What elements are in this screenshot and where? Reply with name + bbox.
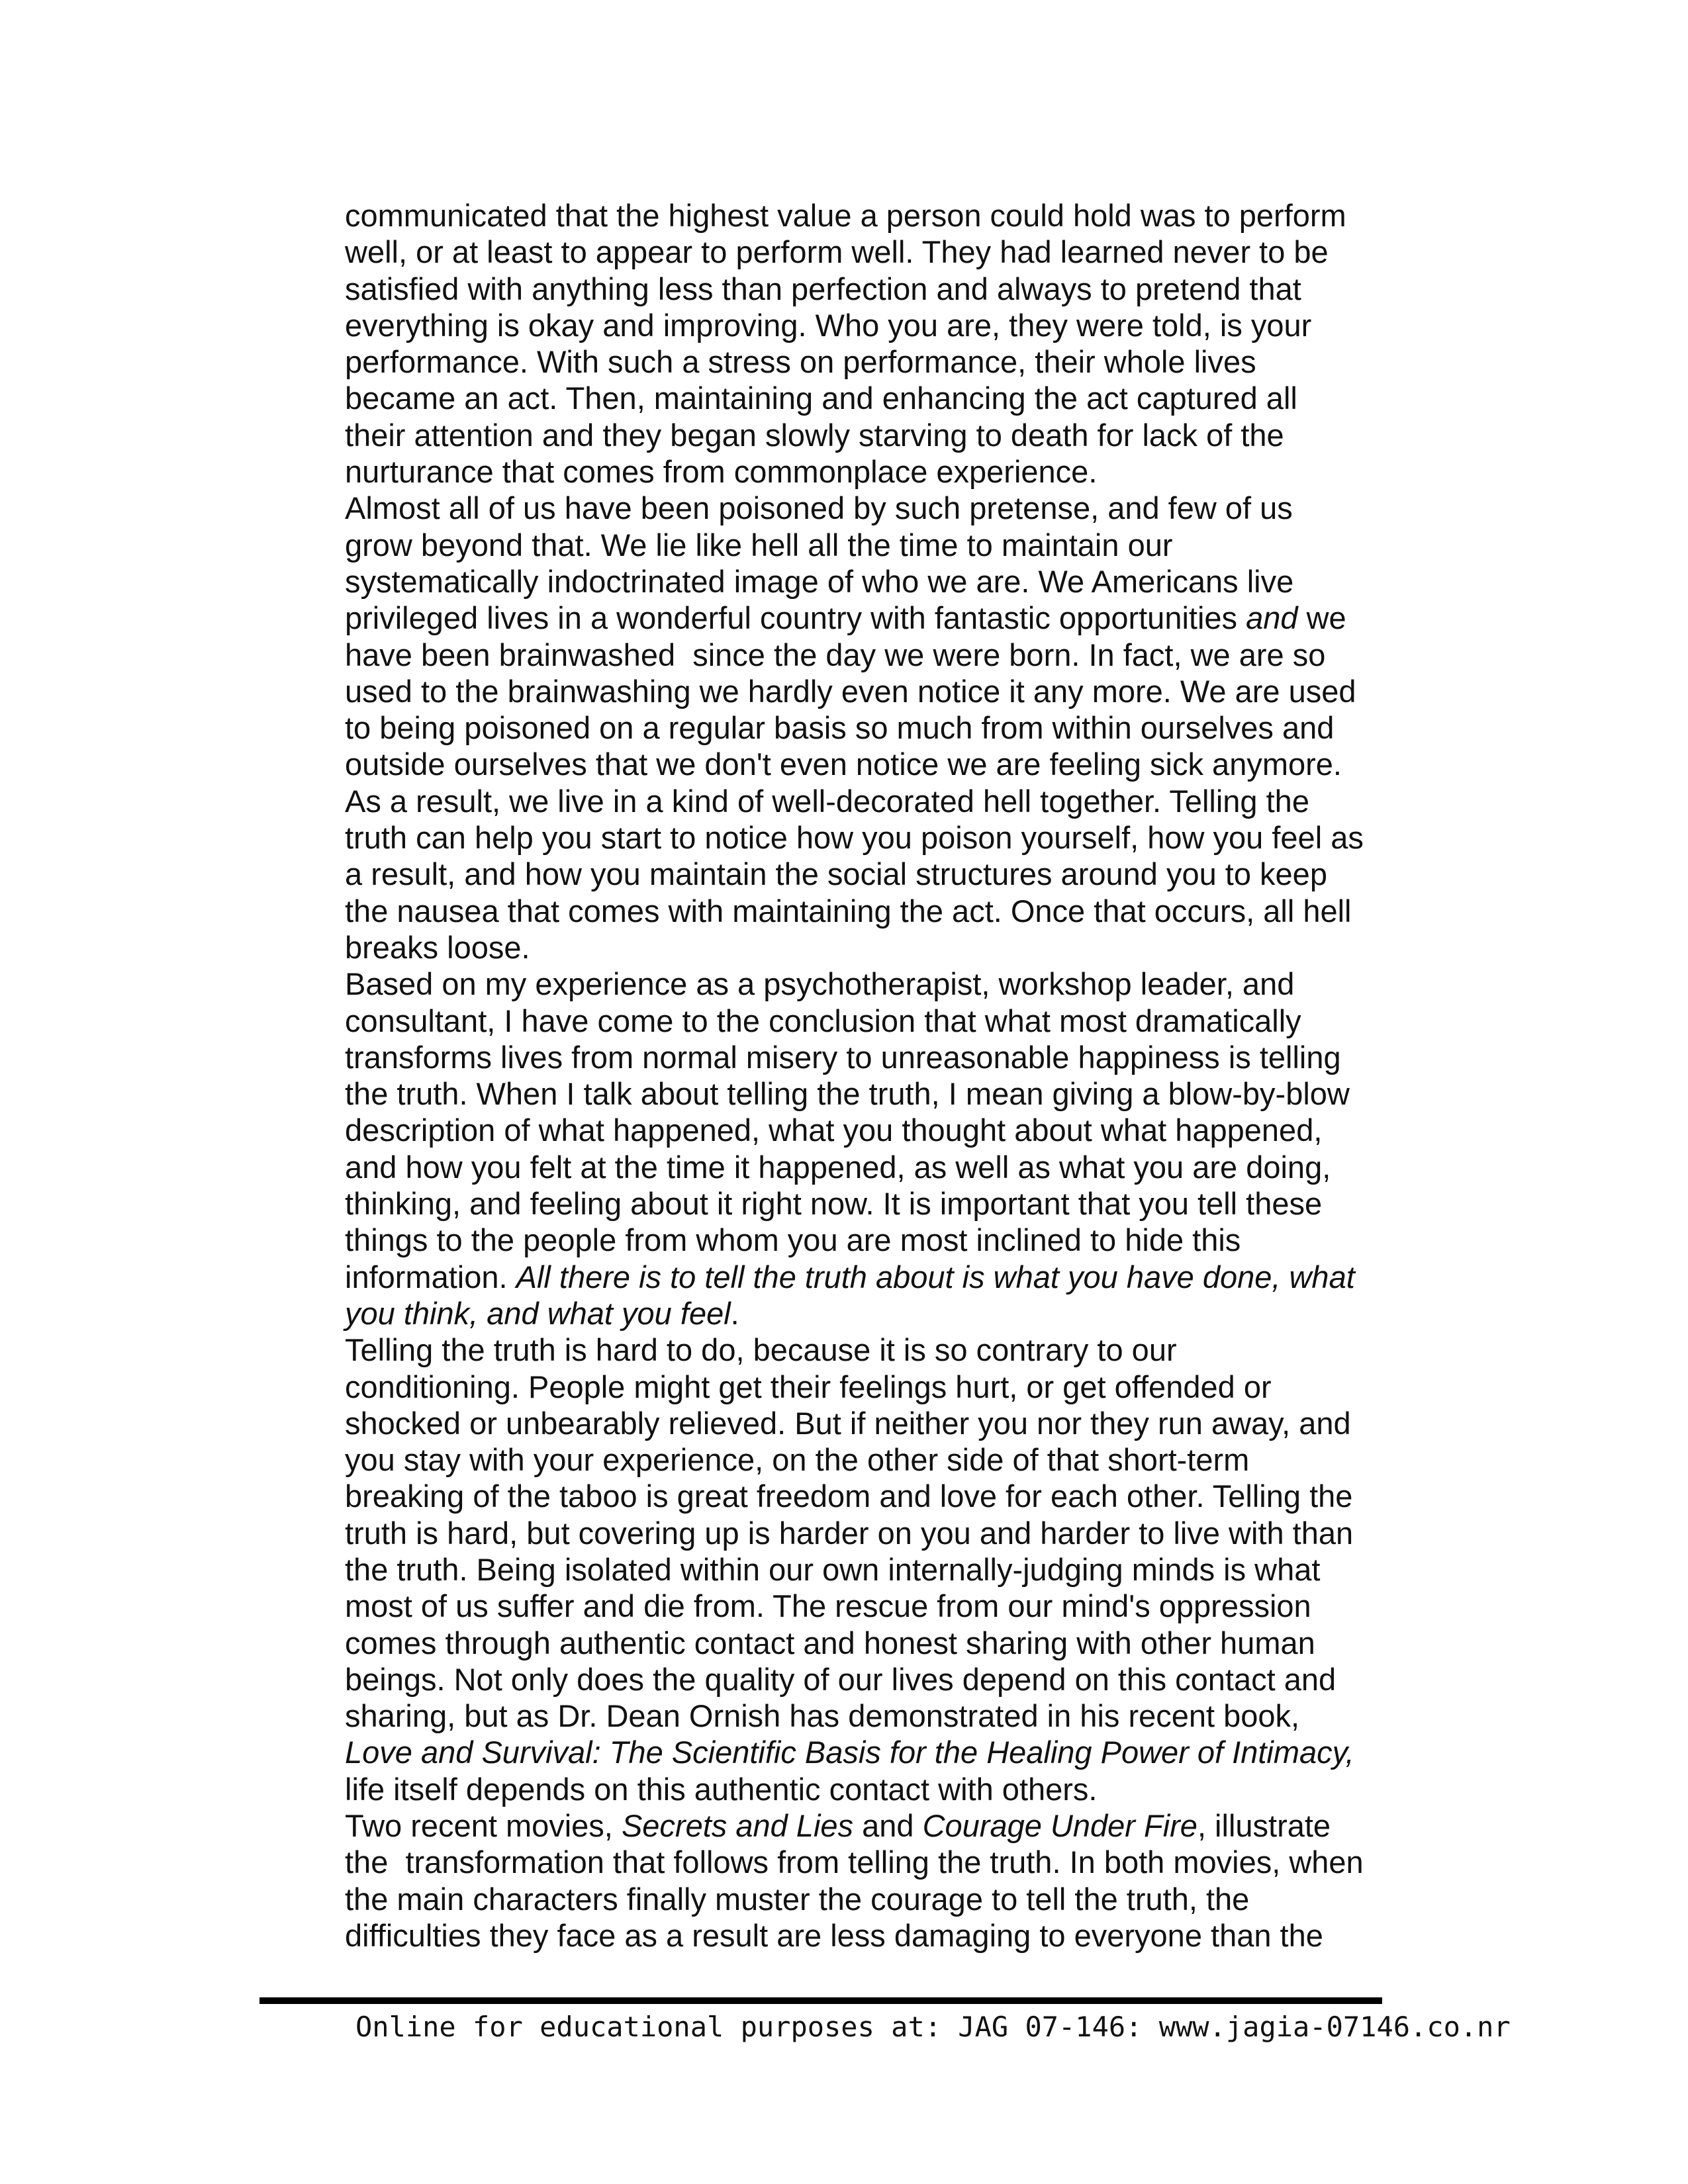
text-line (345, 1149, 1444, 1185)
text-line (345, 819, 1444, 856)
text-run: privileged lives in a wonderful country with fantastic opportunities (345, 600, 1246, 636)
text-run: we (1297, 600, 1346, 636)
text-line (345, 893, 1444, 929)
text-run: Telling the truth is hard to do, because it is so contrary to our (345, 1332, 1177, 1368)
text-line (345, 1222, 1444, 1258)
text-run: well, or at least to appear to perform well. They had learned never to be (345, 234, 1329, 270)
text-run: truth is hard, but covering up is harder on you and harder to live with than (345, 1515, 1354, 1551)
text-line (345, 1003, 1444, 1039)
text-line (345, 709, 1444, 746)
text-run: outside ourselves that we don't even notice we are feeling sick anymore. (345, 747, 1342, 782)
text-run: performance. With such a stress on performance, their whole lives (345, 344, 1256, 380)
text-line (345, 307, 1444, 343)
text-run: breaking of the taboo is great freedom and love for each other. Telling the (345, 1479, 1353, 1514)
text-run: their attention and they began slowly starving to death for lack of the (345, 417, 1284, 453)
paragraph (345, 1807, 1444, 1954)
paragraph (345, 197, 1444, 490)
paragraph (345, 1332, 1444, 1807)
text-line (345, 1369, 1444, 1405)
text-run: nurturance that comes from commonplace experience. (345, 454, 1098, 490)
text-line (345, 1588, 1444, 1624)
text-run: Almost all of us have been poisoned by such pretense, and few of us (345, 490, 1293, 526)
text-line (345, 417, 1444, 453)
text-line (345, 1332, 1444, 1368)
text-line (345, 1917, 1444, 1954)
text-line (345, 1661, 1444, 1698)
text-line (345, 380, 1444, 416)
text-run: to being poisoned on a regular basis so much from within ourselves and (345, 710, 1335, 746)
text-line (345, 856, 1444, 892)
text-run: systematically indoctrinated image of who we are. We Americans live (345, 563, 1294, 599)
text-line (345, 1515, 1444, 1551)
text-line (345, 1185, 1444, 1222)
text-run: and how you felt at the time it happened, as well as what you are doing, (345, 1149, 1331, 1185)
text-line (345, 783, 1444, 819)
text-line (345, 966, 1444, 1002)
text-line (345, 1807, 1444, 1844)
text-run: difficulties they face as a result are less damaging to everyone than the (345, 1917, 1323, 1953)
text-line (345, 929, 1444, 966)
text-run: information. (345, 1259, 516, 1295)
body-text (345, 197, 1444, 1954)
text-run: you stay with your experience, on the other side of that short-term (345, 1442, 1250, 1478)
italic-text-run: you think, and what you feel (345, 1295, 731, 1331)
text-line (345, 1734, 1444, 1770)
italic-text-run: Secrets and Lies (621, 1808, 854, 1844)
text-run: As a result, we live in a kind of well-decorated hell together. Telling the (345, 783, 1309, 819)
text-run: used to the brainwashing we hardly even notice it any more. We are used (345, 673, 1356, 709)
text-run: have been brainwashed since the day we were born. In fact, we are so (345, 637, 1326, 672)
footer-divider (259, 1997, 1382, 2004)
text-line (345, 600, 1444, 636)
text-run: shocked or unbearably relieved. But if neither you nor they run away, and (345, 1405, 1351, 1441)
text-line (345, 234, 1444, 270)
text-run: most of us suffer and die from. The rescue from our mind's oppression (345, 1588, 1311, 1624)
text-run: beings. Not only does the quality of our lives depend on this contact and (345, 1661, 1336, 1697)
text-run: a result, and how you maintain the social structures around you to keep (345, 856, 1327, 892)
text-run: . (730, 1295, 739, 1331)
text-run: communicated that the highest value a person could hold was to perform (345, 198, 1346, 233)
text-run: life itself depends on this authentic contact with others. (345, 1771, 1098, 1807)
text-line (345, 343, 1444, 380)
text-run: consultant, I have come to the conclusion that what most dramatically (345, 1003, 1301, 1038)
text-line (345, 673, 1444, 709)
text-line (345, 1112, 1444, 1148)
text-run: grow beyond that. We lie like hell all the time to maintain our (345, 527, 1173, 563)
text-run: breaks loose. (345, 929, 530, 965)
text-line (345, 527, 1444, 563)
italic-text-run: All there is to tell the truth about is what you have done, what (516, 1259, 1355, 1295)
text-run: the truth. When I talk about telling the truth, I mean giving a blow-by-blow (345, 1076, 1350, 1112)
text-line (345, 453, 1444, 490)
text-line (345, 490, 1444, 526)
text-line (345, 1771, 1444, 1807)
text-line (345, 271, 1444, 307)
text-line (345, 1844, 1444, 1880)
text-run: the main characters finally muster the courage to tell the truth, the (345, 1881, 1250, 1917)
text-run: satisfied with anything less than perfection and always to pretend that (345, 271, 1301, 306)
text-run: , illustrate (1197, 1808, 1331, 1844)
text-run: sharing, but as Dr. Dean Ornish has demonstrated in his recent book, (345, 1698, 1300, 1734)
text-run: became an act. Then, maintaining and enhancing the act captured all (345, 381, 1297, 416)
text-line (345, 1551, 1444, 1588)
paragraph (345, 966, 1444, 1332)
text-line (345, 1075, 1444, 1112)
text-run: description of what happened, what you thought about what happened, (345, 1113, 1323, 1148)
italic-text-run: and (1246, 600, 1298, 636)
text-run: the truth. Being isolated within our own internally-judging minds is what (345, 1551, 1321, 1587)
text-line (345, 1259, 1444, 1295)
footer-text: Online for educational purposes at: JAG 07-146: www.jagia-07146.co.nr (355, 2011, 1511, 2043)
text-line (345, 1295, 1444, 1332)
text-line (345, 1441, 1444, 1478)
text-run: transforms lives from normal misery to unreasonable happiness is telling (345, 1039, 1341, 1075)
text-run: truth can help you start to notice how you poison yourself, how you feel as (345, 820, 1364, 856)
text-line (345, 563, 1444, 600)
text-run: comes through authentic contact and honest sharing with other human (345, 1625, 1315, 1661)
italic-text-run: Love and Survival: The Scientific Basis for the Healing Power of Intimacy, (345, 1735, 1354, 1770)
text-line (345, 1698, 1444, 1734)
text-line (345, 197, 1444, 234)
text-run: things to the people from whom you are most inclined to hide this (345, 1222, 1241, 1258)
text-line (345, 1478, 1444, 1514)
text-run: the transformation that follows from telling the truth. In both movies, when (345, 1844, 1364, 1880)
italic-text-run: Courage Under Fire (922, 1808, 1197, 1844)
text-line (345, 1625, 1444, 1661)
text-run: conditioning. People might get their feelings hurt, or get offended or (345, 1369, 1272, 1404)
text-run: and (853, 1808, 923, 1844)
text-line (345, 637, 1444, 673)
text-run: Two recent movies, (345, 1808, 622, 1844)
text-run: thinking, and feeling about it right now. It is important that you tell these (345, 1186, 1323, 1222)
text-run: everything is okay and improving. Who you are, they were told, is your (345, 307, 1312, 343)
text-run: the nausea that comes with maintaining the act. Once that occurs, all hell (345, 893, 1352, 929)
paragraph (345, 490, 1444, 966)
text-line (345, 746, 1444, 782)
text-run: Based on my experience as a psychotherapist, workshop leader, and (345, 966, 1295, 1002)
text-line (345, 1039, 1444, 1075)
text-line (345, 1405, 1444, 1441)
text-line (345, 1881, 1444, 1917)
